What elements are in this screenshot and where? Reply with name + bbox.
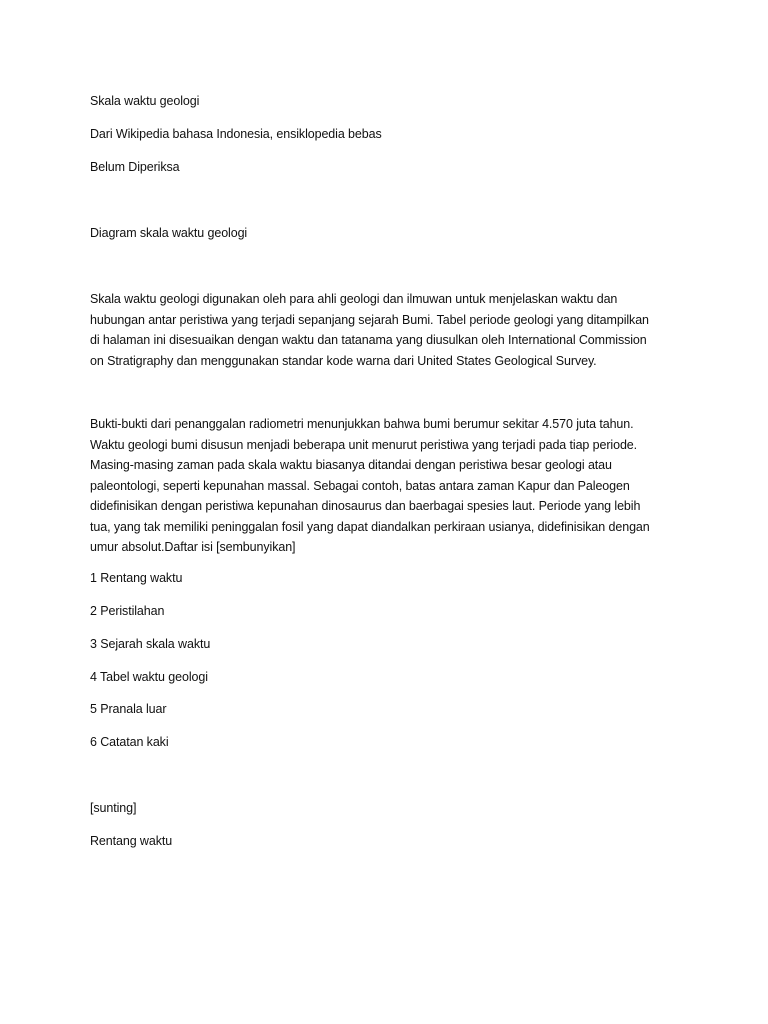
edit-link[interactable]: [sunting] <box>90 801 137 815</box>
paragraph-line: didefinisikan dengan peristiwa kepunahan dinosaurus dan baerbagai spesies laut. Periode yang lebih <box>90 499 641 513</box>
paragraph-line: Bukti-bukti dari penanggalan radiometri menunjukkan bahwa bumi berumur sekitar 4.570 juta tahun. <box>90 417 634 431</box>
paragraph-line: Waktu geologi bumi disusun menjadi beberapa unit menurut peristiwa yang terjadi pada tiap periode. <box>90 437 638 452</box>
section-heading: Rentang waktu <box>90 834 173 848</box>
toc-item-catatan-kaki[interactable]: 6 Catatan kaki <box>90 735 169 749</box>
paragraph-line: umur absolut.Daftar isi [sembunyikan] <box>90 540 296 554</box>
toc-item-sejarah-skala-waktu[interactable]: 3 Sejarah skala waktu <box>90 637 211 651</box>
paragraph-line: paleontologi, seperti kepunahan massal. Sebagai contoh, batas antara zaman Kapur dan Paleogen <box>90 478 630 493</box>
paragraph-line: Masing-masing zaman pada skala waktu biasanya ditandai dengan peristiwa besar geologi atau <box>90 458 612 472</box>
paragraph-line: Skala waktu geologi digunakan oleh para ahli geologi dan ilmuwan untuk menjelaskan waktu dan <box>90 292 618 306</box>
age-paragraph <box>90 414 670 558</box>
review-status: Belum Diperiksa <box>90 160 180 174</box>
document-title: Skala waktu geologi <box>90 94 200 108</box>
toc-item-tabel-waktu-geologi[interactable]: 4 Tabel waktu geologi <box>90 670 208 684</box>
toc-item-peristilahan[interactable]: 2 Peristilahan <box>90 604 165 618</box>
toc-item-pranala-luar[interactable]: 5 Pranala luar <box>90 702 167 716</box>
paragraph-line: tua, yang tak memiliki peninggalan fosil yang dapat diandalkan perkiraan usianya, didefinisikan dengan <box>90 519 650 534</box>
intro-paragraph <box>90 289 670 371</box>
paragraph-line: hubungan antar peristiwa yang terjadi sepanjang sejarah Bumi. Tabel periode geologi yang ditampilkan <box>90 312 649 327</box>
diagram-caption: Diagram skala waktu geologi <box>90 226 248 240</box>
source-line: Dari Wikipedia bahasa Indonesia, ensiklopedia bebas <box>90 127 382 141</box>
paragraph-line: di halaman ini disesuaikan dengan waktu dan tatanama yang diusulkan oleh International Commission <box>90 333 647 347</box>
paragraph-line: on Stratigraphy dan menggunakan standar kode warna dari United States Geological Survey. <box>90 353 597 368</box>
toc-item-rentang-waktu[interactable]: 1 Rentang waktu <box>90 571 183 585</box>
